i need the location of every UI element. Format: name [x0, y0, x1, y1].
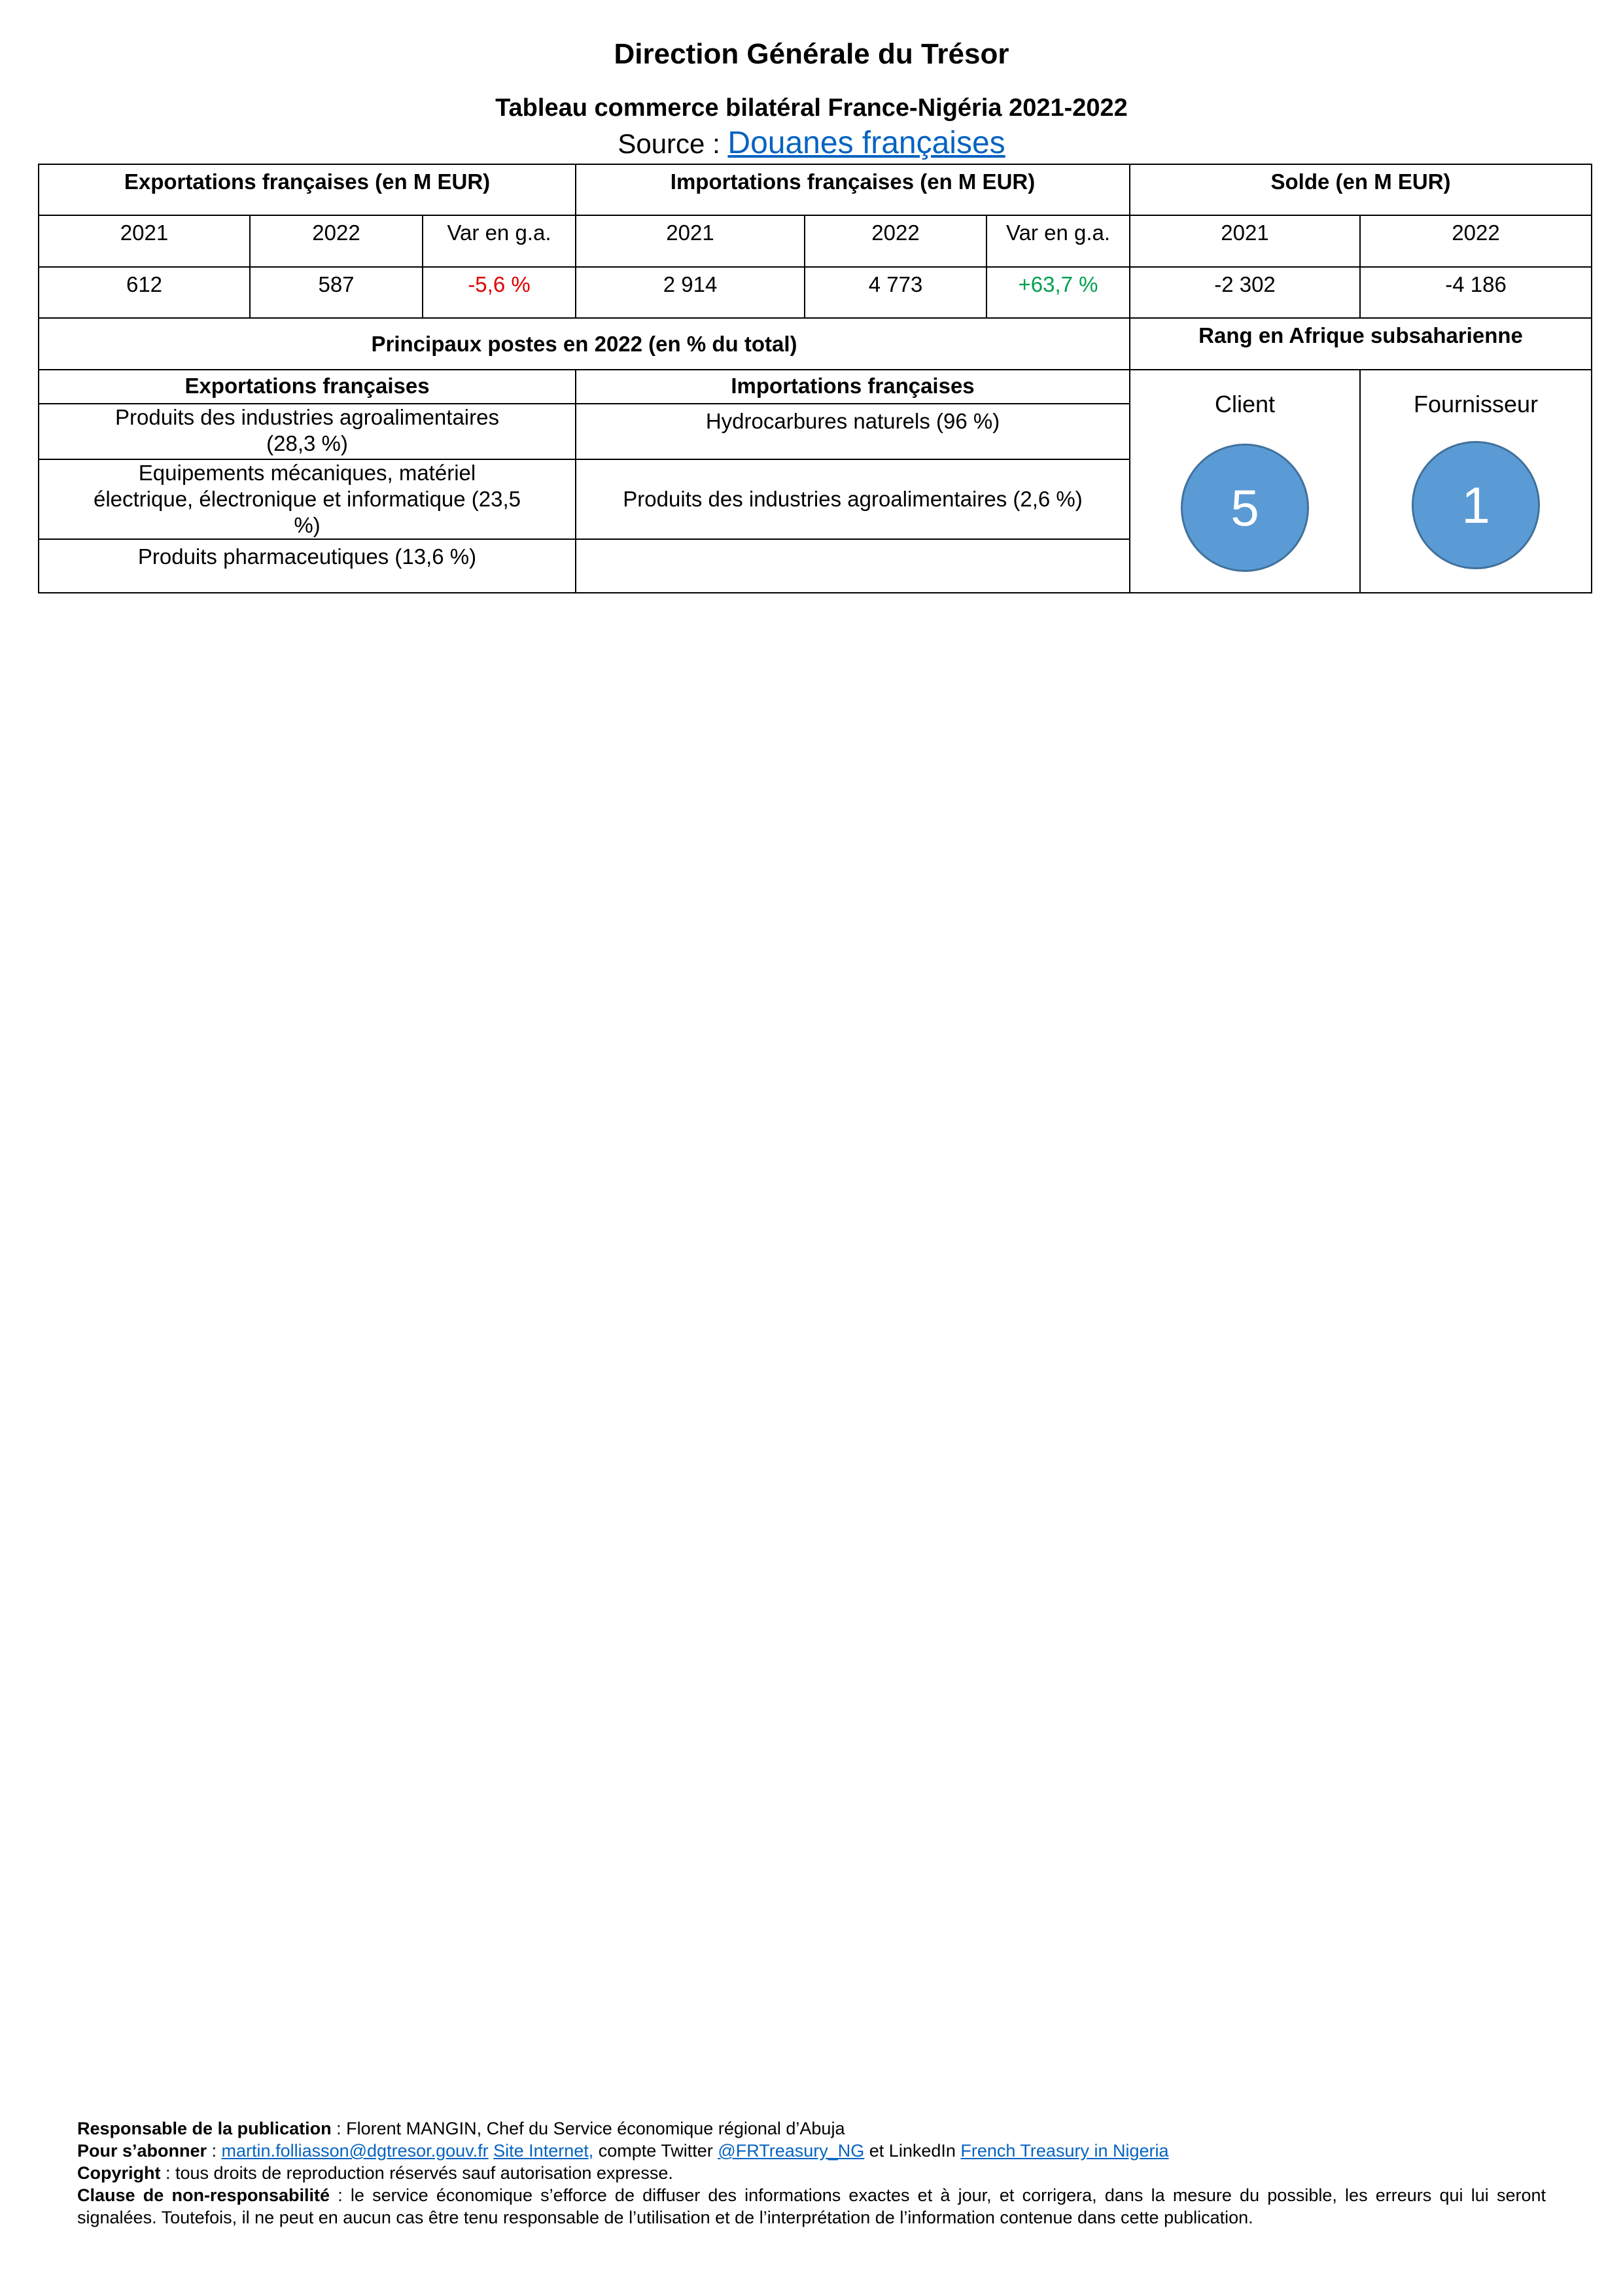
footer-copyright	[77, 2162, 1546, 2184]
exports-header: Exportations françaises (en M EUR)	[39, 164, 576, 215]
publisher-text: : Florent MANGIN, Chef du Service économique régional d’Abuja	[331, 2119, 845, 2138]
balance-header: Solde (en M EUR)	[1130, 164, 1592, 215]
source-line	[0, 127, 1623, 160]
posts-imports-header: Importations françaises	[576, 370, 1130, 404]
rank-header: Rang en Afrique subsaharienne	[1130, 318, 1592, 370]
rank-client-circle: 5	[1181, 444, 1309, 572]
imports-col-var: Var en g.a.	[986, 215, 1130, 267]
rank-client-cell	[1130, 370, 1360, 593]
rank-supplier-cell	[1360, 370, 1592, 593]
disclaimer-text: : le service économique s’efforce de diffuser des informations exactes et à jour, et corrigera, dans la mesure du possible, les erreurs qui lui seront signalées. Toutefois, il ne peut en aucun cas être tenu responsable de l’utilisation et de l’interprétation de l’information contenue dans cette publication.	[77, 2185, 1546, 2227]
trade-table	[38, 164, 1592, 593]
rank-client-label: Client	[1214, 391, 1276, 417]
posts-export-item: Equipements mécaniques, matériel électrique, électronique et informatique (23,5 %)	[39, 459, 576, 539]
imports-2022-value: 4 773	[805, 267, 986, 318]
footer	[77, 2117, 1546, 2229]
posts-export-item: Produits des industries agroalimentaires (28,3 %)	[39, 404, 576, 459]
copyright-text: : tous droits de reproduction réservés sauf autorisation expresse.	[160, 2163, 673, 2183]
balance-col-2022: 2022	[1360, 215, 1592, 267]
footer-disclaimer	[77, 2184, 1546, 2229]
imports-col-2021: 2021	[576, 215, 805, 267]
imports-col-2022: 2022	[805, 215, 986, 267]
footer-subscribe	[77, 2140, 1546, 2162]
exports-2021-value: 612	[39, 267, 250, 318]
posts-header: Principaux postes en 2022 (en % du total)	[39, 318, 1130, 370]
copyright-label: Copyright	[77, 2163, 161, 2183]
subscribe-sep: :	[207, 2141, 222, 2161]
rank-supplier-circle: 1	[1412, 441, 1540, 569]
imports-2021-value: 2 914	[576, 267, 805, 318]
email-link[interactable]: martin.folliasson@dgtresor.gouv.fr	[221, 2141, 489, 2161]
subscribe-label: Pour s’abonner	[77, 2141, 207, 2161]
page-title: Direction Générale du Trésor	[614, 38, 1009, 70]
source-link[interactable]: Douanes françaises	[727, 126, 1005, 160]
page-subtitle: Tableau commerce bilatéral France-Nigéria 2021-2022	[495, 94, 1128, 122]
rank-supplier-label: Fournisseur	[1413, 391, 1539, 417]
posts-export-item: Produits pharmaceutiques (13,6 %)	[39, 539, 576, 593]
publisher-label: Responsable de la publication	[77, 2119, 332, 2138]
imports-var-value: +63,7 %	[986, 267, 1130, 318]
balance-2022-value: -4 186	[1360, 267, 1592, 318]
exports-2022-value: 587	[250, 267, 423, 318]
balance-col-2021: 2021	[1130, 215, 1360, 267]
imports-header: Importations françaises (en M EUR)	[576, 164, 1130, 215]
exports-col-2021: 2021	[39, 215, 250, 267]
posts-exports-header: Exportations françaises	[39, 370, 576, 404]
exports-col-2022: 2022	[250, 215, 423, 267]
disclaimer-label: Clause de non-responsabilité	[77, 2185, 330, 2205]
balance-2021-value: -2 302	[1130, 267, 1360, 318]
posts-import-item: Hydrocarbures naturels (96 %)	[576, 404, 1130, 459]
source-prefix: Source :	[618, 128, 728, 159]
twitter-link[interactable]: @FRTreasury_NG	[718, 2141, 865, 2161]
twitter-text: compte Twitter	[593, 2141, 718, 2161]
site-link[interactable]: Site Internet,	[493, 2141, 594, 2161]
posts-import-empty	[576, 539, 1130, 593]
linkedin-text: et LinkedIn	[864, 2141, 961, 2161]
linkedin-link[interactable]: French Treasury in Nigeria	[960, 2141, 1169, 2161]
posts-import-item: Produits des industries agroalimentaires (2,6 %)	[576, 459, 1130, 539]
exports-col-var: Var en g.a.	[423, 215, 576, 267]
exports-var-value: -5,6 %	[423, 267, 576, 318]
footer-publisher	[77, 2117, 1546, 2140]
